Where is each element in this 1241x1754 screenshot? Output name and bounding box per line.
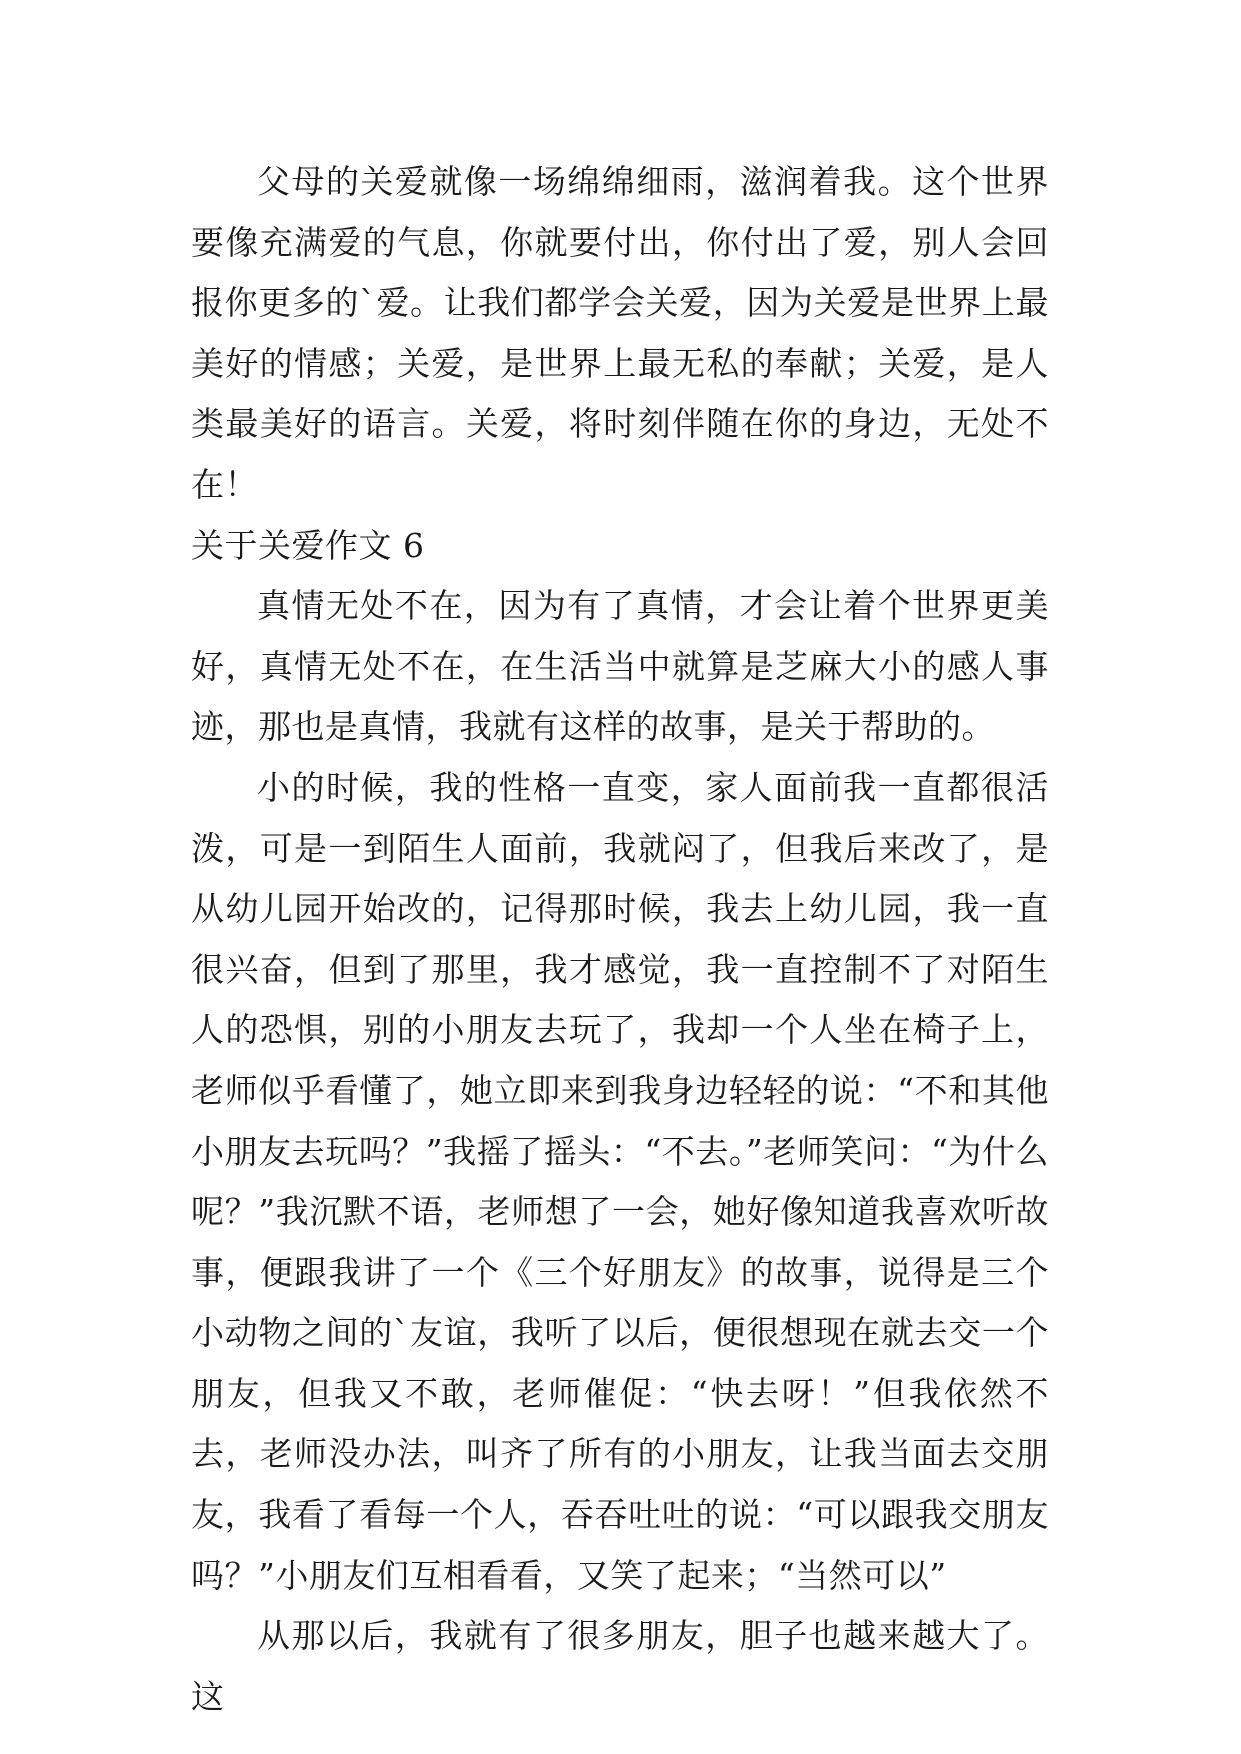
paragraph: 父母的关爱就像一场绵绵细雨，滋润着我。这个世界要像充满爱的气息，你就要付出，你付出了爱，别人会回报你更多的`爱。让我们都学会关爱，因为关爱是世界上最美好的情感；关爱，是世界上最无私的奉献；关爱，是人类最美好的语言。关爱，将时刻伴随在你的身边，无处不在！	[191, 162, 1049, 504]
paragraph: 小的时候，我的性格一直变，家人面前我一直都很活泼，可是一到陌生人面前，我就闷了，但我后来改了，是从幼儿园开始改的，记得那时候，我去上幼儿园，我一直很兴奋，但到了那里，我才感觉，我一直控制不了对陌生人的恐惧，别的小朋友去玩了，我却一个人坐在椅子上，老师似乎看懂了，她立即来到我身边轻轻的说：“不和其他小朋友去玩吗？”我摇了摇头：“不去。”老师笑问：“为什么呢？”我沉默不语，老师想了一会，她好像知道我喜欢听故事，便跟我讲了一个《三个好朋友》的故事，说得是三个小动物之间的`友谊，我听了以后，便很想现在就去交一个朋友，但我又不敢，老师催促：“快去呀！”但我依然不去，老师没办法，叫齐了所有的小朋友，让我当面去交朋友，我看了看每一个人，吞吞吐吐的说：“可以跟我交朋友吗？”小朋友们互相看看，又笑了起来；“当然可以”	[191, 767, 1049, 1595]
paragraph: 从那以后，我就有了很多朋友，胆子也越来越大了。这	[191, 1616, 1049, 1716]
paragraph: 真情无处不在，因为有了真情，才会让着个世界更美好，真情无处不在，在生活当中就算是芝麻大小的感人事迹，那也是真情，我就有这样的故事，是关于帮助的。	[191, 586, 1049, 747]
section-heading: 关于关爱作文 6	[191, 525, 425, 565]
document-body	[191, 152, 1049, 1727]
